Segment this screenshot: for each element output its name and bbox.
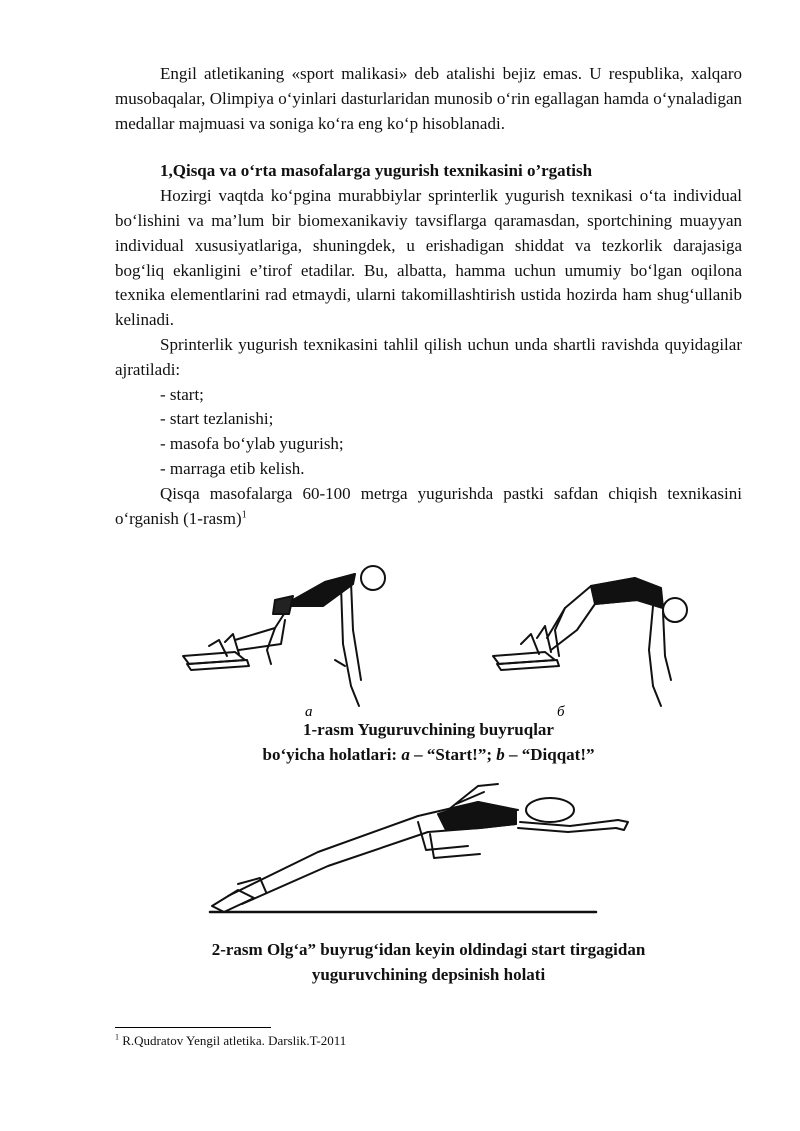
list-item: - marraga etib kelish. bbox=[160, 458, 305, 478]
footnote-ref: 1 bbox=[241, 508, 247, 520]
paragraph-4-text: Qisqa masofalarga 60-100 metrga yugurishda pastki safdan chiqish texnikasini o‘rganish (1-rasm) bbox=[115, 483, 742, 528]
paragraph-3: Sprinterlik yugurish texnikasini tahlil qilish uchun unda shartli ravishda quyidagilar ajratiladi: bbox=[115, 334, 742, 379]
list-item: - masofa bo‘ylab yugurish; bbox=[160, 434, 344, 454]
figure-1-caption bbox=[115, 718, 742, 768]
body-text bbox=[115, 62, 742, 531]
section-heading: 1,Qisqa va o‘rta masofalarga yugurish texnikasini o’rgatish bbox=[160, 161, 593, 181]
footnote-text: R.Qudratov Yengil atletika. Darslik.T-2011 bbox=[119, 1033, 347, 1048]
figure-2-caption-line-1: 2-rasm Olg‘a” buyrug‘idan keyin oldindagi start tirgagidan bbox=[211, 940, 646, 959]
list-item: - start tezlanishi; bbox=[160, 409, 274, 429]
label-a: а bbox=[305, 704, 313, 720]
intro-paragraph: Engil atletikaning «sport malikasi» deb atalishi bejiz emas. U respublika, xalqaro musobaqalar, Olimpiya o‘yinlari dasturlaridan munosib o‘rin egallagan hamda o‘ynaladigan medallar majmuasi va soniga ko‘ra eng ko‘p hisoblanadi. bbox=[115, 64, 742, 133]
athlete-b-drawing bbox=[493, 578, 687, 706]
paragraph-4 bbox=[115, 482, 742, 532]
footnote-divider bbox=[115, 1027, 271, 1028]
list-item: - start; bbox=[160, 384, 204, 404]
footnote bbox=[115, 1033, 346, 1049]
paragraph-2: Hozirgi vaqtda ko‘pgina murabbiylar sprinterlik yugurish texnikasi o‘ta individual bo‘lishini va ma’lum bir biomexanikaviy tavsiflarga qaramasdan, sportchining muayyan individual xususiyatlariga, shuningdek, u erishadigan shiddat va tezkorlik darajasiga bog‘liq ekanligini e’tirof etadilar. Bu, albatta, hamma uchun umumiy bo‘lgan oqilona texnika elementlarini rad etmaydi, ularni takomillashtirish ustida hozirda ham shug‘ullanib kelinadi. bbox=[115, 186, 742, 330]
phase-list bbox=[115, 383, 742, 482]
figure-2-illustration bbox=[198, 780, 638, 920]
figure-2-caption-line-2: yuguruvchining depsinish holati bbox=[311, 964, 546, 984]
figure-2-caption bbox=[115, 938, 742, 988]
footnote-number: 1 bbox=[115, 1032, 119, 1042]
figure-1-illustration bbox=[175, 560, 745, 720]
athlete-a-drawing bbox=[183, 566, 385, 706]
figure-1-caption-line-1: 1-rasm Yuguruvchining buyruqlar bbox=[303, 720, 554, 739]
figure-1-caption-line-2: bo‘yicha holatlari: a – “Start!”; b – “Diqqat!” bbox=[262, 744, 595, 764]
label-b: б bbox=[557, 704, 565, 720]
